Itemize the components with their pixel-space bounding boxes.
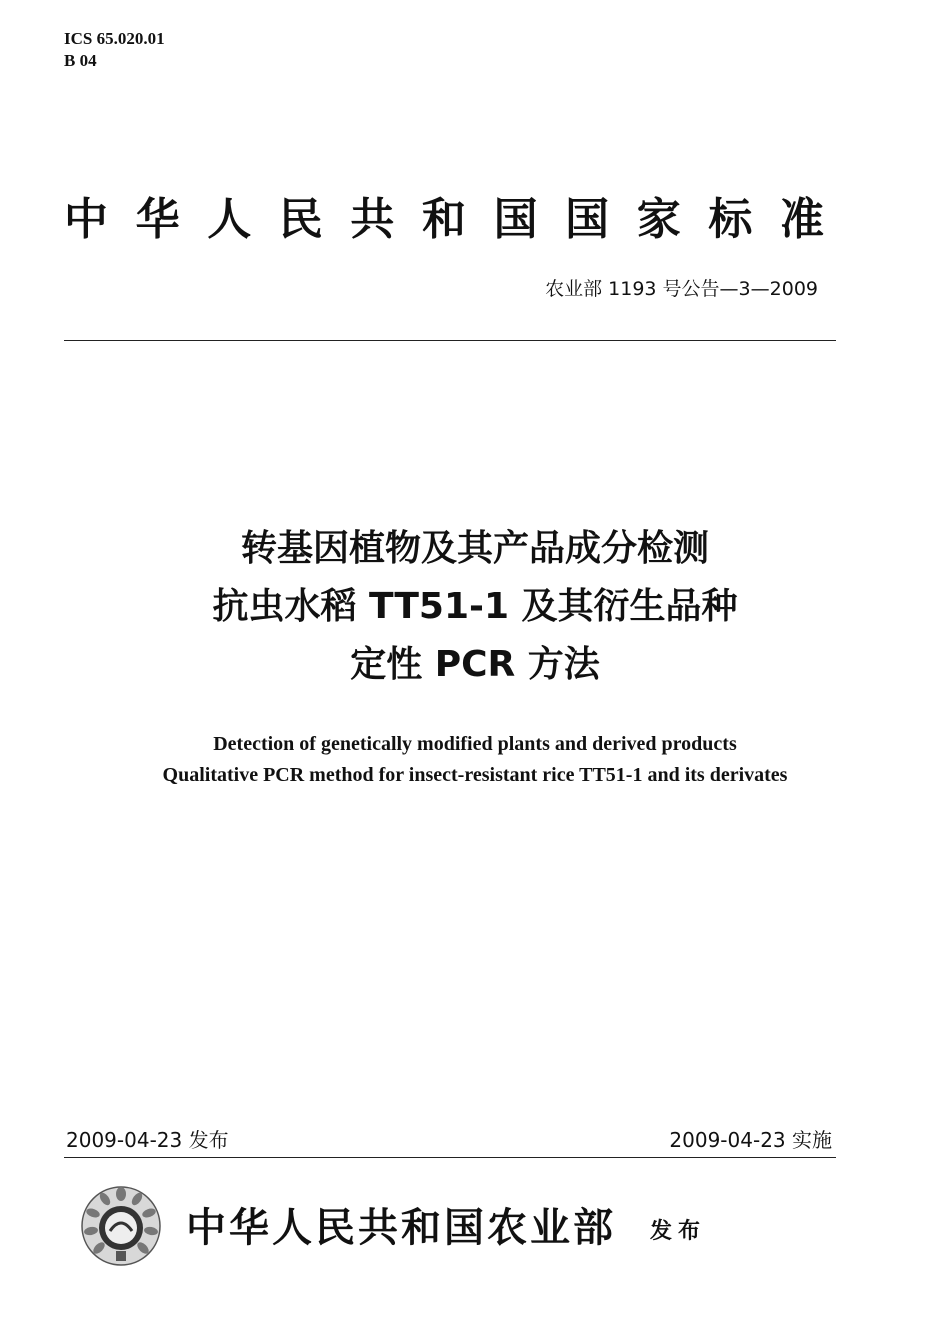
classification-codes bbox=[64, 28, 165, 72]
standard-type-char: 共 bbox=[350, 194, 395, 245]
english-title-line-1: Detection of genetically modified plants and derived products bbox=[213, 733, 737, 755]
publish-label: 发布 bbox=[650, 1218, 707, 1244]
footer-divider bbox=[64, 1157, 836, 1158]
issue-date: 2009-04-23 发布 bbox=[66, 1128, 229, 1152]
standard-type-char: 国 bbox=[493, 194, 538, 245]
standard-type-char: 准 bbox=[779, 194, 824, 245]
chinese-title-line-1: 转基因植物及其产品成分检测 bbox=[240, 528, 709, 569]
chinese-title bbox=[0, 520, 950, 694]
english-title-line-2: Qualitative PCR method for insect-resistant rice TT51-1 and its derivates bbox=[162, 764, 788, 786]
chinese-title-line-3: 定性 PCR 方法 bbox=[350, 644, 600, 685]
standard-type-char: 国 bbox=[565, 194, 610, 245]
issuing-ministry: 中华人民共和国农业部 bbox=[186, 1204, 616, 1251]
standard-type-char: 中 bbox=[64, 194, 108, 245]
standard-type-char: 标 bbox=[708, 194, 753, 245]
implementation-date: 2009-04-23 实施 bbox=[669, 1128, 832, 1152]
standard-number: 农业部 1193 号公告—3—2009 bbox=[545, 278, 818, 300]
chinese-title-line-2: 抗虫水稻 TT51-1 及其衍生品种 bbox=[212, 586, 738, 627]
standard-type-char: 家 bbox=[636, 194, 681, 245]
standard-type-char: 人 bbox=[207, 194, 252, 245]
standard-type-char: 华 bbox=[135, 194, 180, 245]
ministry-emblem-icon bbox=[80, 1185, 162, 1267]
ccs-code: B 04 bbox=[64, 51, 97, 70]
header-divider bbox=[64, 340, 836, 341]
national-standard-title bbox=[64, 183, 824, 247]
ics-code: ICS 65.020.01 bbox=[64, 29, 165, 48]
standard-type-char: 和 bbox=[421, 194, 466, 245]
english-title bbox=[0, 729, 950, 791]
standard-type-char: 民 bbox=[278, 194, 323, 245]
